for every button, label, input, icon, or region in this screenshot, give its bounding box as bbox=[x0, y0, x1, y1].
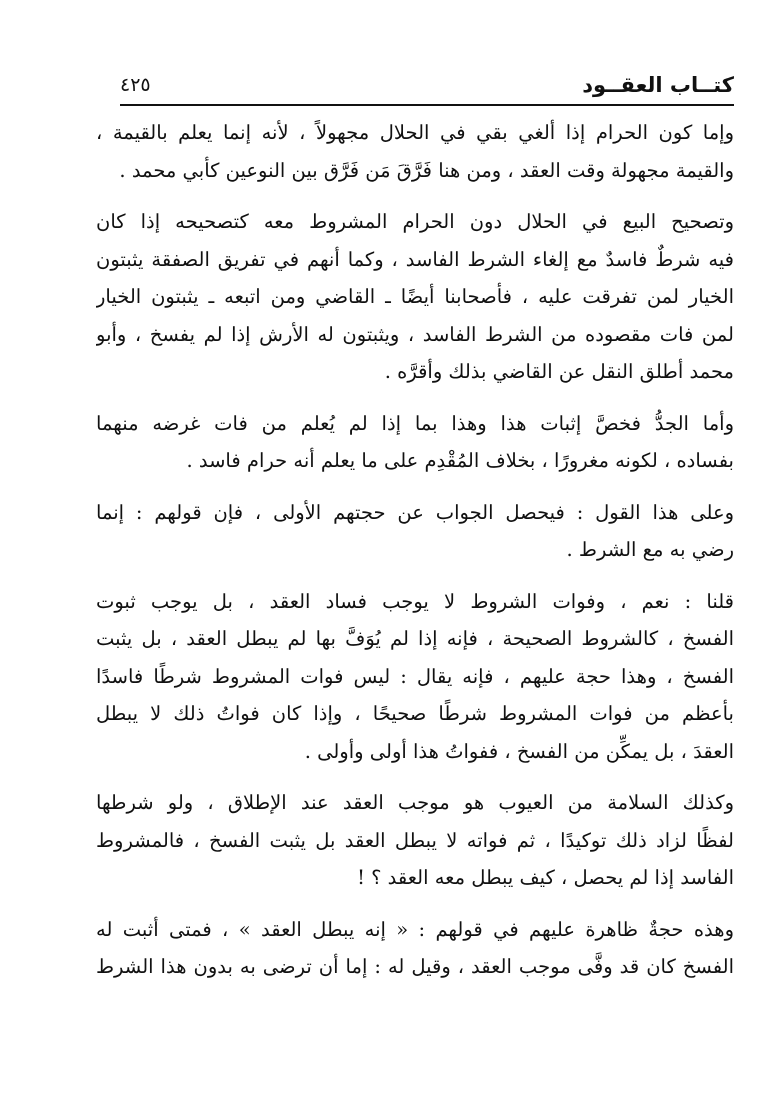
text-line: الفاسد إذا لم يحصل ، كيف يبطل معه العقد ؟ ! bbox=[357, 866, 734, 889]
text-line: وتصحيح البيع في الحلال دون الحرام المشروط معه كتصحيحه إذا كان bbox=[96, 210, 734, 233]
paragraph bbox=[96, 114, 734, 189]
body-text bbox=[96, 114, 734, 1000]
text-line: وكذلك السلامة من العيوب هو موجب العقد عند الإطلاق ، ولو شرطها bbox=[96, 791, 734, 814]
text-line: والقيمة مجهولة وقت العقد ، ومن هنا فَرَّقَ مَن فَرَّق بين النوعين كأبي محمد . bbox=[119, 158, 734, 182]
text-line: محمد أطلق النقل عن القاضي بذلك وأقرَّه . bbox=[384, 360, 734, 383]
text-line: فيه شرطٌ فاسدٌ مع إلغاء الشرط الفاسد ، وكما أنهم في تفريق الصفقة يثبتون bbox=[96, 247, 734, 271]
text-line: لمن فات مقصوده من الشرط الفاسد ، ويثبتون له الأرش إذا لم يفسخ ، وأبو bbox=[96, 322, 734, 346]
paragraph bbox=[96, 583, 734, 771]
text-line: بأعظم من فوات المشروط شرطًا صحيحًا ، وإذا كان فواتُ ذلك لا يبطل bbox=[96, 702, 734, 725]
paragraph bbox=[96, 784, 734, 897]
text-line: الخيار لمن تفرقت عليه ، فأصحابنا أيضًا ـ القاضي ومن اتبعه ـ يثبتون الخيار bbox=[96, 285, 734, 308]
paragraph bbox=[96, 405, 734, 480]
text-line: الفسخ كان قد وفَّى موجب العقد ، وقيل له : إما أن ترضى به بدون هذا الشرط bbox=[96, 955, 734, 978]
text-line: الفسخ ، وهذا حجة عليهم ، فإنه يقال : ليس فوات المشروط شرطًا فاسدًا bbox=[96, 664, 734, 688]
paragraph bbox=[96, 494, 734, 569]
text-line: وإما كون الحرام إذا ألغي بقي في الحلال مجهولاً ، لأنه إنما يعلم بالقيمة ، bbox=[96, 121, 734, 144]
text-line: العقدَ ، بل يمكِّن من الفسخ ، ففواتُ هذا أولى وأولى . bbox=[304, 739, 734, 763]
text-line: وعلى هذا القول : فيحصل الجواب عن حجتهم الأولى ، فإن قولهم : إنما bbox=[96, 500, 734, 524]
page-number: ٤٢٥ bbox=[120, 74, 151, 96]
text-line: رضي به مع الشرط . bbox=[566, 538, 734, 561]
text-line: بفساده ، لكونه مغرورًا ، بخلاف المُقْدِم على ما يعلم أنه حرام فاسد . bbox=[186, 449, 734, 472]
text-line: قلنا : نعم ، وفوات الشروط لا يوجب فساد العقد ، بل يوجب ثبوت bbox=[96, 589, 734, 613]
text-line: وهذه حجةٌ ظاهرة عليهم في قولهم : « إنه يبطل العقد » ، فمتى أثبت له bbox=[96, 917, 734, 941]
paragraph bbox=[96, 911, 734, 986]
running-head bbox=[120, 70, 734, 106]
text-line: لفظًا لزاد ذلك توكيدًا ، ثم فواته لا يبطل العقد بل يثبت الفسخ ، فالمشروط bbox=[96, 828, 734, 852]
text-line: الفسخ ، كالشروط الصحيحة ، فإنه إذا لم يُوَفَّ بها لم يبطل العقد ، بل يثبت bbox=[96, 627, 734, 650]
paragraph bbox=[96, 203, 734, 391]
text-line: وأما الجدُّ فخصَّ إثبات هذا وهذا بما إذا لم يُعلم من فات غرضه منهما bbox=[96, 411, 734, 435]
chapter-title: كتــاب العقــود bbox=[582, 73, 734, 97]
